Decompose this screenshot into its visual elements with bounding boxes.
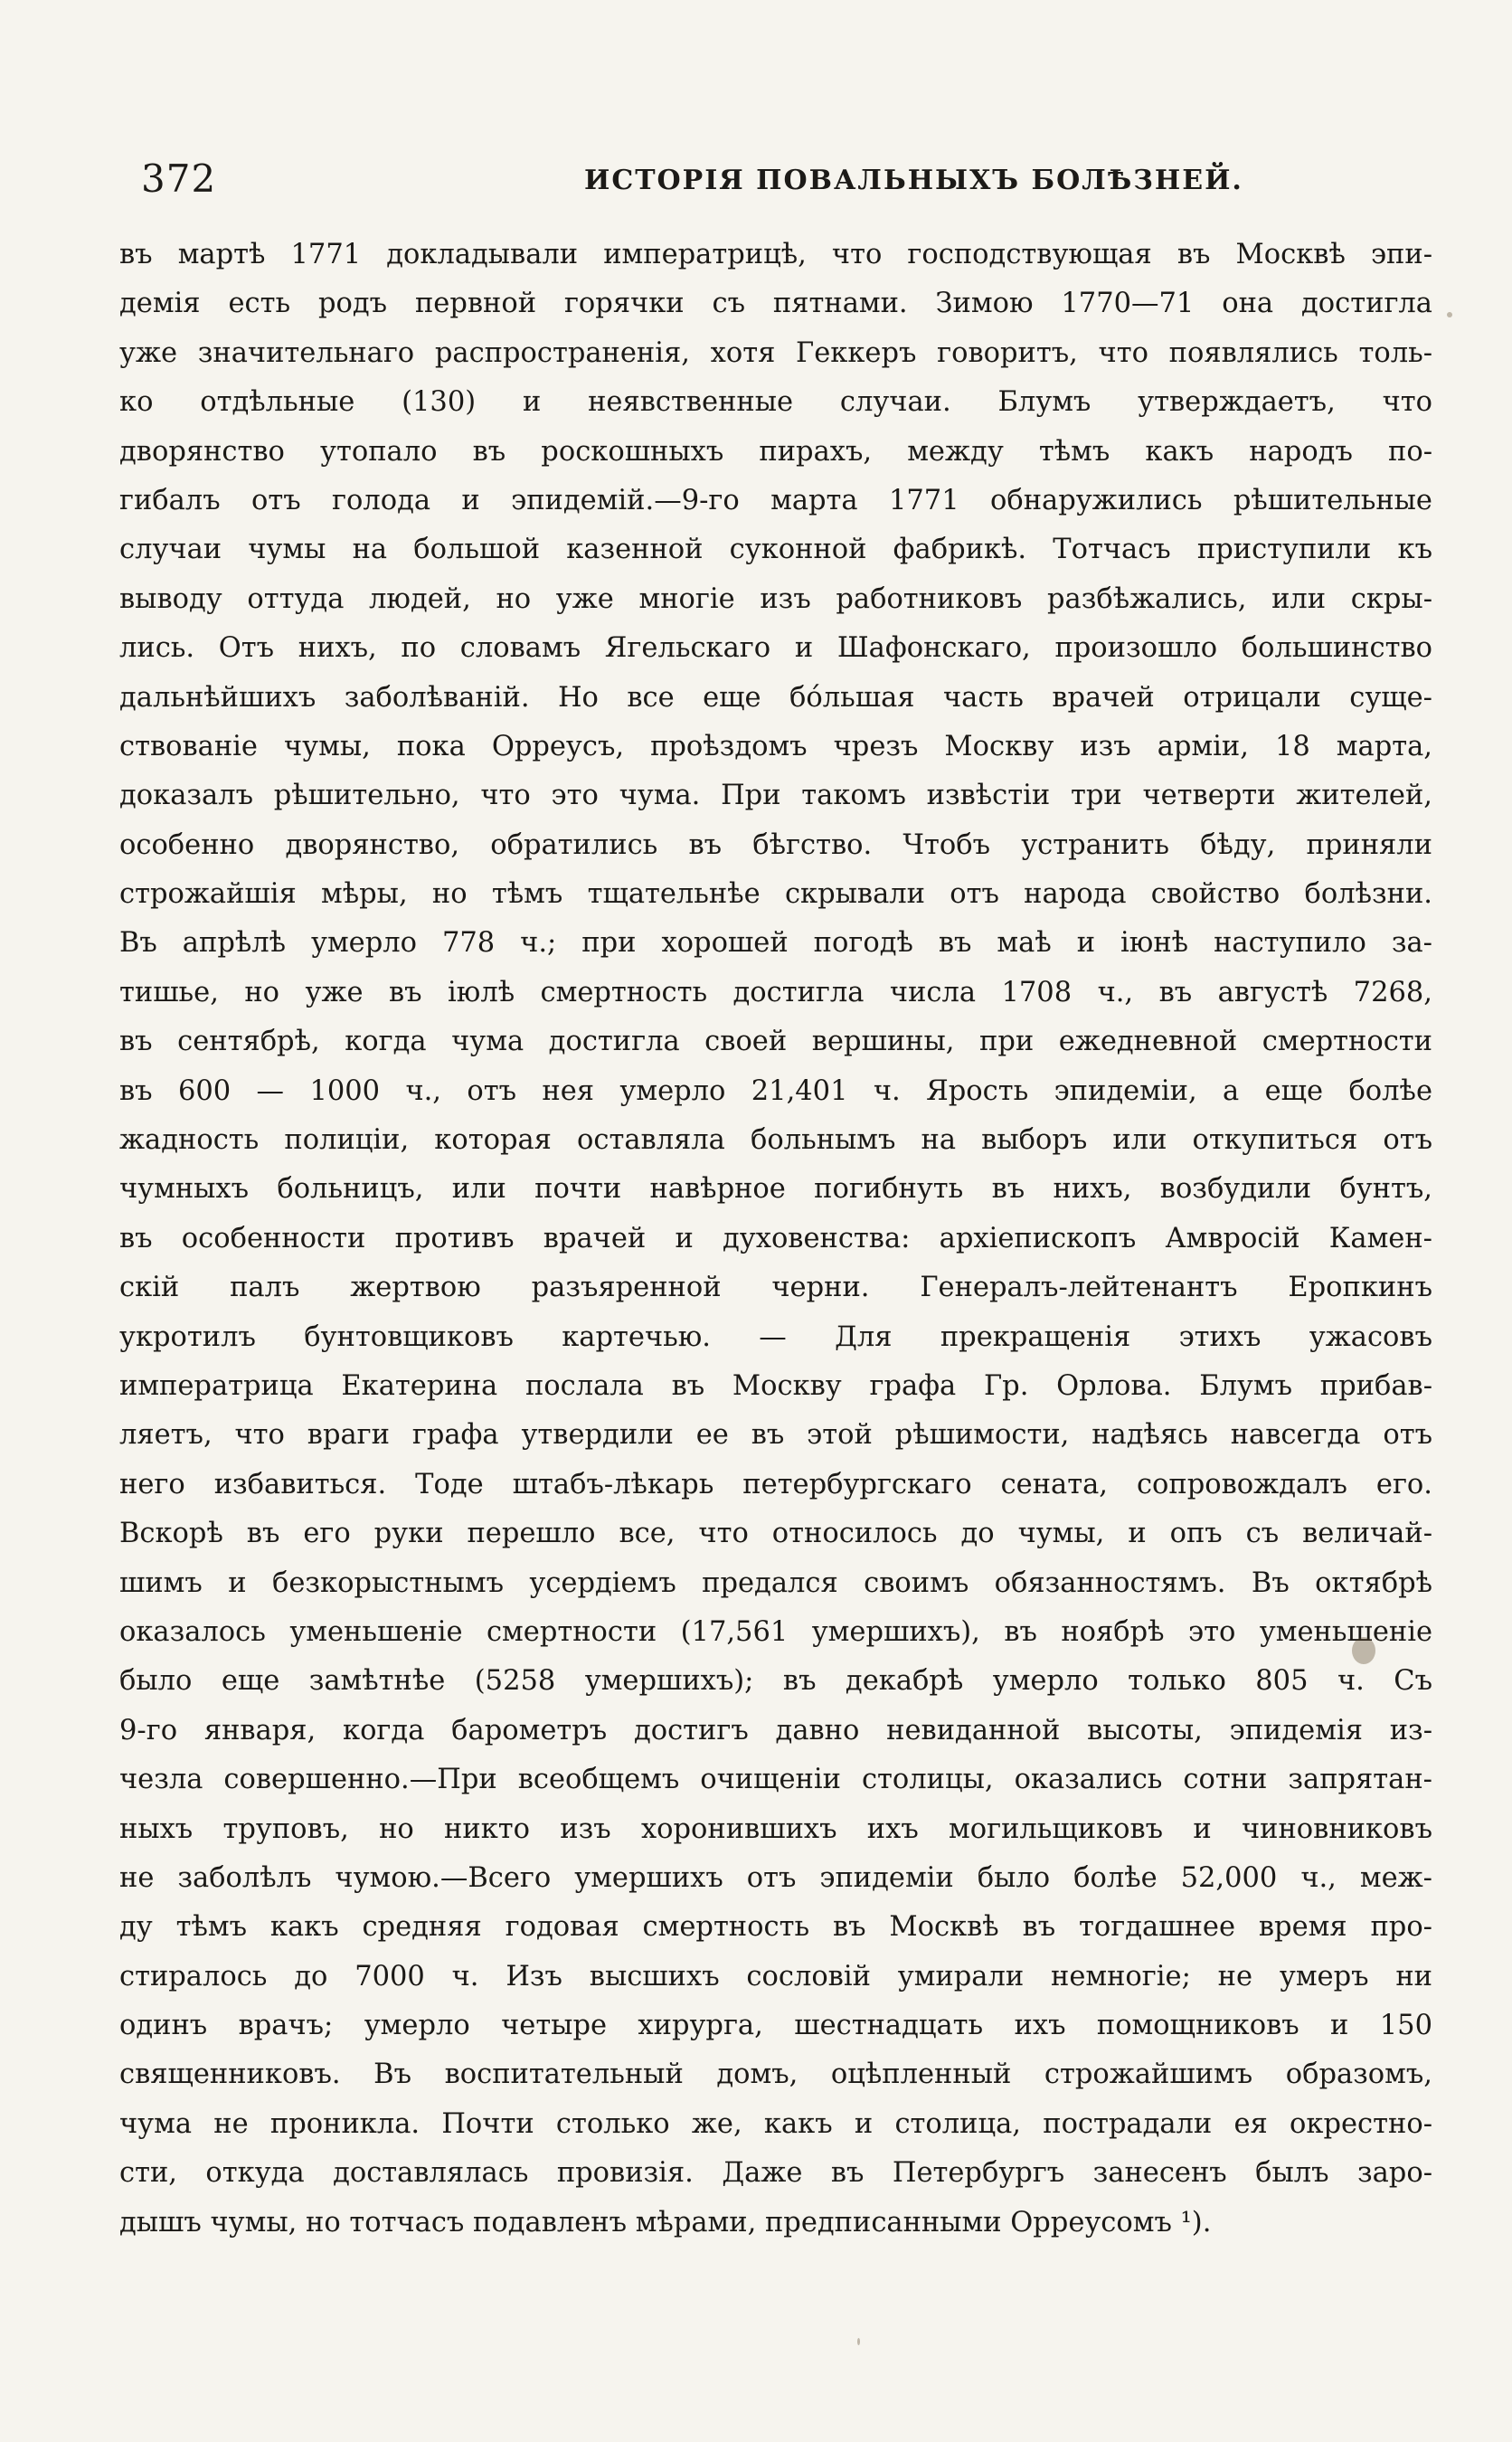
- text-line: гибалъ отъ голода и эпидемій.—9-го марта 1771 обнаружились рѣшительные: [119, 484, 1432, 516]
- paper-speck: [1447, 312, 1452, 317]
- text-line: въ 600 — 1000 ч., отъ нея умерло 21,401 ч. Ярость эпидеміи, а еще болѣе: [119, 1074, 1432, 1107]
- page-header: [141, 152, 1434, 206]
- text-line: 9-го января, когда барометръ достигъ давно невиданной высоты, эпидемія из-: [119, 1714, 1432, 1746]
- text-line: императрица Екатерина послала въ Москву графа Гр. Орлова. Блумъ прибав-: [119, 1369, 1432, 1402]
- text-line: лись. Отъ нихъ, по словамъ Ягельскаго и Шафонскаго, произошло большинство: [119, 632, 1432, 665]
- text-line: укротилъ бунтовщиковъ картечью. — Для прекращенія этихъ ужасовъ: [119, 1320, 1432, 1353]
- text-line: Въ апрѣлѣ умерло 778 ч.; при хорошей погодѣ въ маѣ и іюнѣ наступило за-: [119, 927, 1432, 960]
- text-line: уже значительнаго распространенія, хотя Геккеръ говоритъ, что появлялись толь-: [119, 336, 1432, 369]
- text-line: доказалъ рѣшительно, что это чума. При такомъ извѣстіи три четверти жителей,: [119, 780, 1432, 812]
- text-line: въ мартѣ 1771 докладывали императрицѣ, что господствующая въ Москвѣ эпи-: [119, 239, 1432, 270]
- text-line: было еще замѣтнѣе (5258 умершихъ); въ декабрѣ умерло только 805 ч. Съ: [119, 1665, 1432, 1698]
- text-line: чезла совершенно.—При всеобщемъ очищеніи столицы, оказались сотни запрятан-: [119, 1764, 1432, 1796]
- text-line: стиралось до 7000 ч. Изъ высшихъ сословій умирали немногіе; не умеръ ни: [119, 1960, 1432, 1992]
- body-text: [119, 231, 1432, 2248]
- text-line: шимъ и безкорыстнымъ усердіемъ предался своимъ обязанностямъ. Въ октябрѣ: [119, 1566, 1432, 1599]
- text-line: Вскорѣ въ его руки перешло все, что относилось до чумы, и опъ съ величай-: [119, 1518, 1432, 1550]
- text-line: одинъ врачъ; умерло четыре хирурга, шестнадцать ихъ помощниковъ и 150: [119, 2010, 1432, 2042]
- text-line: ляетъ, что враги графа утвердили ее въ этой рѣшимости, надѣясь навсегда отъ: [119, 1419, 1432, 1452]
- text-line: ствованіе чумы, пока Орреусъ, проѣздомъ чрезъ Москву изъ арміи, 18 марта,: [119, 730, 1432, 762]
- text-line: демія есть родъ первной горячки съ пятнами. Зимою 1770—71 она достигла: [119, 288, 1432, 320]
- text-line: не заболѣлъ чумою.—Всего умершихъ отъ эпидеміи было болѣе 52,000 ч., меж-: [119, 1861, 1432, 1894]
- text-line: священниковъ. Въ воспитательный домъ, оцѣпленный строжайшимъ образомъ,: [119, 2059, 1432, 2091]
- text-line: ду тѣмъ какъ средняя годовая смертность въ Москвѣ въ тогдашнее время про-: [119, 1911, 1432, 1944]
- text-line: него избавиться. Тоде штабъ-лѣкарь петербургскаго сената, сопровождалъ его.: [119, 1468, 1432, 1500]
- text-line: дышъ чумы, но тотчасъ подавленъ мѣрами, предписанными Орреусомъ ¹).: [119, 2206, 1212, 2238]
- text-line: дальнѣйшихъ заболѣваній. Но все еще бо́льшая часть врачей отрицали суще-: [119, 681, 1432, 714]
- paper-speck: [1352, 1637, 1375, 1664]
- text-line: чума не проникла. Почти столько же, какъ и столица, пострадали ея окрестно-: [119, 2107, 1432, 2140]
- page-number: 372: [141, 156, 217, 201]
- text-line: чумныхъ больницъ, или почти навѣрное погибнуть въ нихъ, возбудили бунтъ,: [119, 1173, 1432, 1206]
- text-line: ко отдѣльные (130) и неявственные случаи. Блумъ утверждаетъ, что: [119, 386, 1432, 419]
- text-line: сти, откуда доставлялась провизія. Даже въ Петербургъ занесенъ былъ заро-: [119, 2157, 1432, 2190]
- text-line: въ сентябрѣ, когда чума достигла своей вершины, при ежедневной смертности: [119, 1026, 1432, 1058]
- text-line: ныхъ труповъ, но никто изъ хоронившихъ ихъ могильщиковъ и чиновниковъ: [119, 1813, 1432, 1845]
- text-line: строжайшія мѣры, но тѣмъ тщательнѣе скрывали отъ народа свойство болѣзни.: [119, 878, 1432, 911]
- text-line: тишье, но уже въ іюлѣ смертность достигла числа 1708 ч., въ августѣ 7268,: [119, 976, 1432, 1008]
- text-line: оказалось уменьшеніе смертности (17,561 умершихъ), въ ноябрѣ это уменьшеніе: [119, 1615, 1432, 1648]
- running-title: ИСТОРІЯ ПОВАЛЬНЫХЪ БОЛѢЗНЕЙ.: [584, 165, 1243, 196]
- text-line: случаи чумы на большой казенной суконной фабрикѣ. Тотчасъ приступили къ: [119, 534, 1432, 566]
- paper-speck: [857, 2338, 860, 2345]
- text-line: жадность полиціи, которая оставляла больнымъ на выборъ или откупиться отъ: [119, 1124, 1432, 1157]
- text-line: дворянство утопало въ роскошныхъ пирахъ, между тѣмъ какъ народъ по-: [119, 435, 1432, 468]
- text-line: особенно дворянство, обратились въ бѣгство. Чтобъ устранить бѣду, приняли: [119, 828, 1432, 861]
- text-line: въ особенности противъ врачей и духовенства: архіепископъ Амвросій Камен-: [119, 1222, 1432, 1254]
- text-line: выводу оттуда людей, но уже многіе изъ работниковъ разбѣжались, или скры-: [119, 582, 1432, 615]
- text-line: скій палъ жертвою разъяренной черни. Генералъ-лейтенантъ Еропкинъ: [119, 1272, 1432, 1304]
